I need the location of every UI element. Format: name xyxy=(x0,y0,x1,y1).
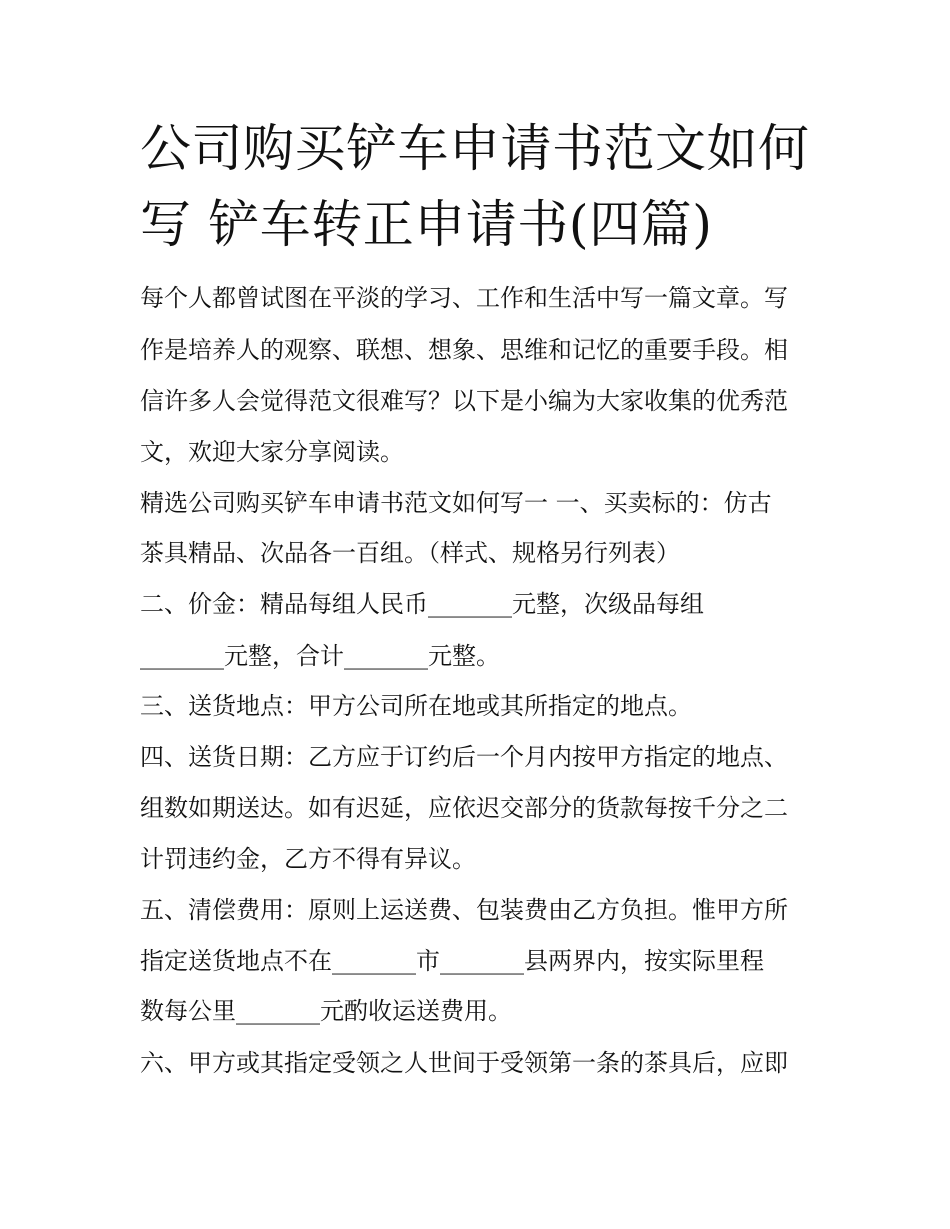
paragraph-line: 六、甲方或其指定受领之人世间于受领第一条的茶具后，应即 xyxy=(140,1049,788,1077)
paragraph-line: 作是培养人的观察、联想、想象、思维和记忆的重要手段。相 xyxy=(140,336,788,364)
title-line-1: 公司购买铲车申请书范文如何 xyxy=(140,120,810,179)
paragraph-line: 组数如期送达。如有迟延，应依迟交部分的货款每按千分之二 xyxy=(140,794,788,822)
paragraph-line: 五、清偿费用：原则上运送费、包装费由乙方负担。惟甲方所 xyxy=(140,896,788,924)
paragraph-line: 计罚违约金，乙方不得有异议。 xyxy=(140,845,476,873)
paragraph-line: 信许多人会觉得范文很难写？以下是小编为大家收集的优秀范 xyxy=(140,387,788,415)
paragraph-line: 精选公司购买铲车申请书范文如何写一 一、买卖标的：仿古 xyxy=(140,489,772,517)
paragraph-line: 茶具精品、次品各一百组。（样式、规格另行列表） xyxy=(140,539,680,567)
title-line-2: 写 铲车转正申请书(四篇) xyxy=(140,196,713,255)
paragraph-line: 每个人都曾试图在平淡的学习、工作和生活中写一篇文章。写 xyxy=(140,284,788,312)
paragraph-line: 二、价金：精品每组人民币_______元整，次级品每组 xyxy=(140,590,704,618)
document-title xyxy=(140,112,820,264)
paragraph-line: 数每公里_______元酌收运送费用。 xyxy=(140,997,512,1025)
paragraph-line: 三、送货地点：甲方公司所在地或其所指定的地点。 xyxy=(140,692,692,720)
paragraph-line: 指定送货地点不在_______市_______县两界内，按实际里程 xyxy=(140,947,764,975)
paragraph-line: 文，欢迎大家分享阅读。 xyxy=(140,438,404,466)
paragraph-line: 四、送货日期：乙方应于订约后一个月内按甲方指定的地点、 xyxy=(140,743,788,771)
paragraph-line: _______元整，合计_______元整。 xyxy=(140,642,500,670)
